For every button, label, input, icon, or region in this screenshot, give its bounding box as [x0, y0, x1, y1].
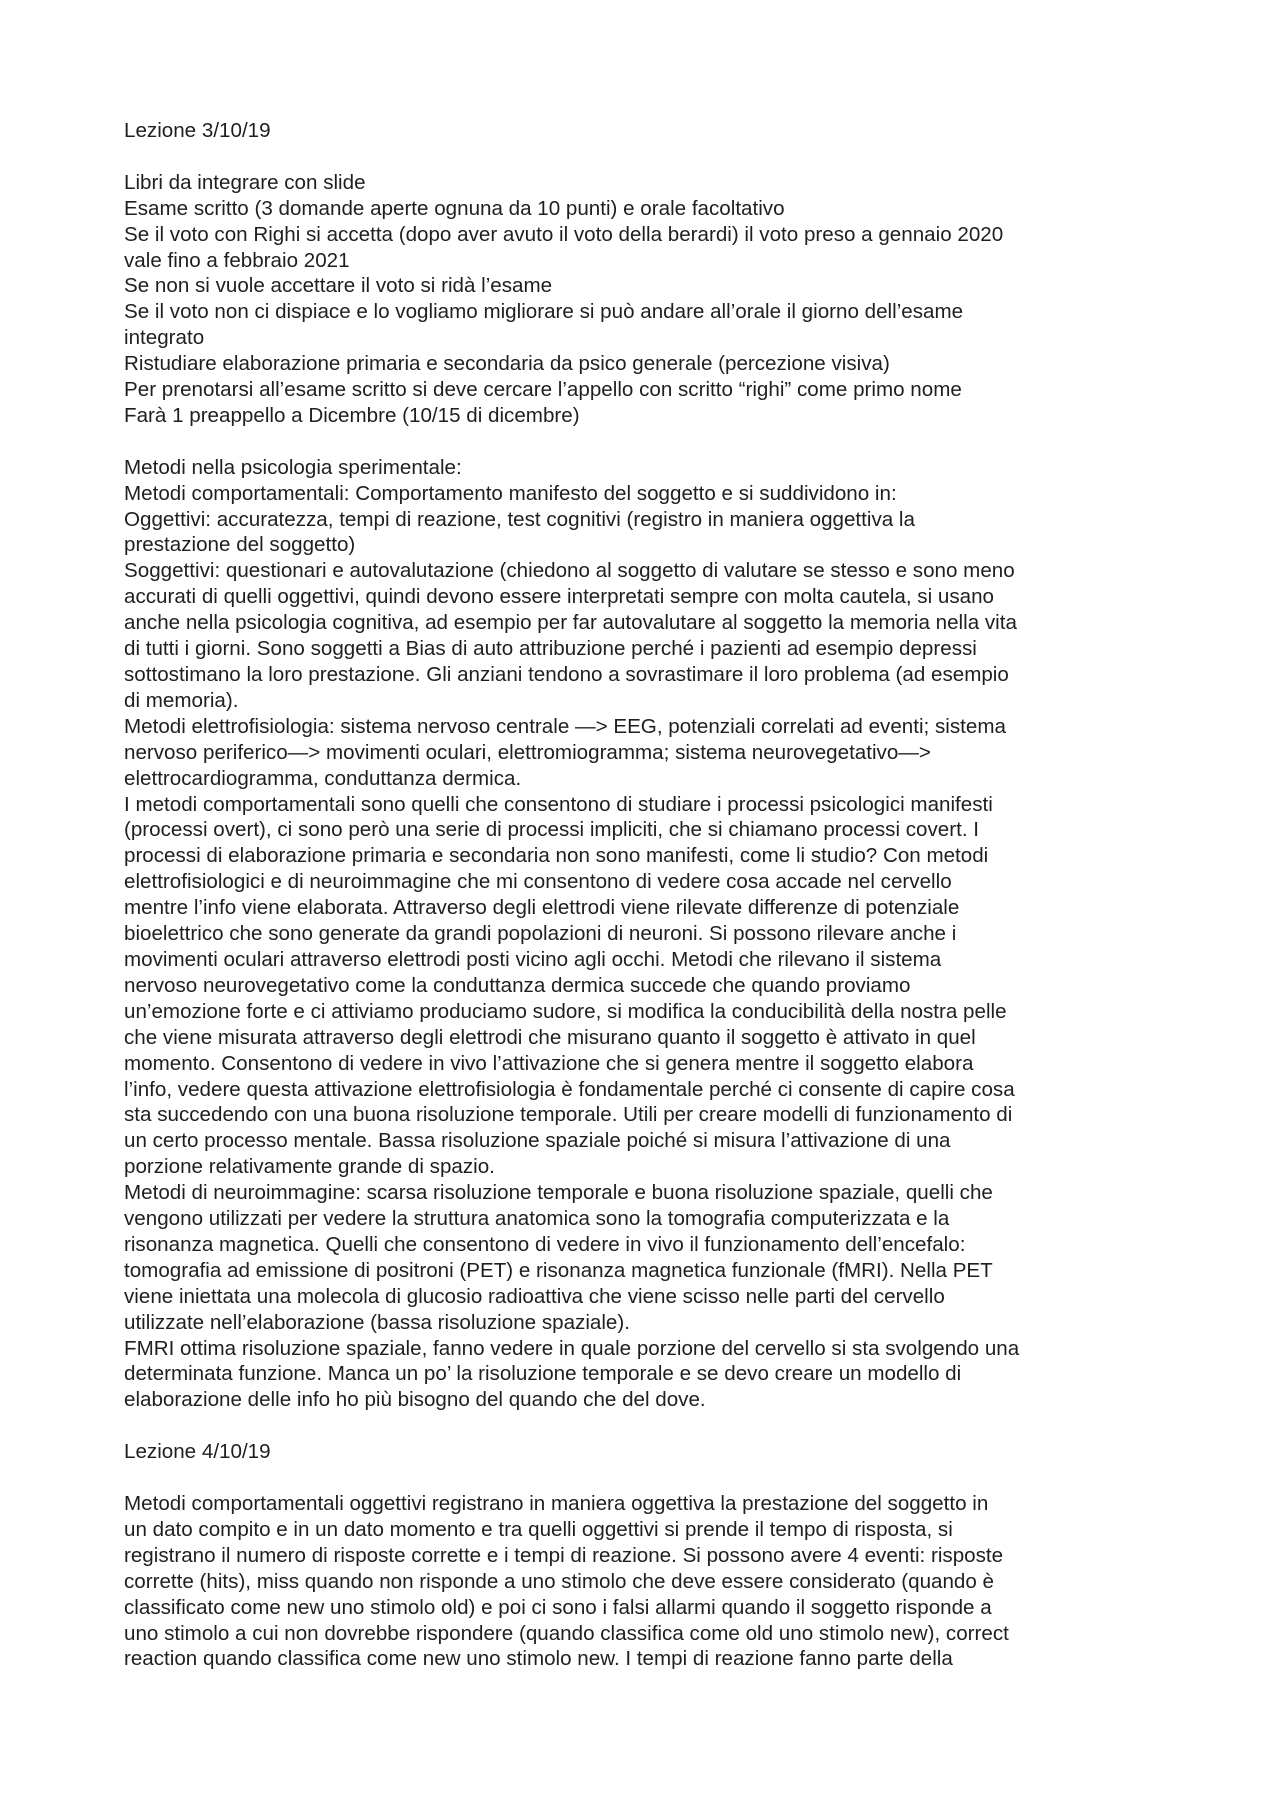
- paragraph: Farà 1 preappello a Dicembre (10/15 di dicembre): [124, 403, 580, 427]
- paragraph: Metodi elettrofisiologia: sistema nervoso centrale —> EEG, potenziali correlati ad eventi; sistema nervoso periferico—> movimenti oculari, elettromiogramma; sistema neurovegetativo—> elettrocardiogramma, conduttanza dermica.: [124, 714, 1006, 790]
- paragraph: Se non si vuole accettare il voto si ridà l’esame: [124, 274, 553, 298]
- paragraph: Metodi comportamentali oggettivi registrano in maniera oggettiva la prestazione del soggetto in un dato compito e in un dato momento e tra quelli oggettivi si prende il tempo di risposta, si registrano il numero di risposte corrette e i tempi di reazione. Si possono avere 4 eventi: risposte corrette (hits), miss quando non risponde a uno stimolo che deve essere considerato (quando è classificato come new uno stimolo old) e poi ci sono i falsi allarmi quando il soggetto risponde a uno stimolo a cui non dovrebbe rispondere (quando classifica come old uno stimolo new), correct reaction quando classifica come new uno stimolo new. I tempi di reazione fanno parte della: [124, 1491, 1009, 1671]
- paragraph: FMRI ottima risoluzione spaziale, fanno vedere in quale porzione del cervello si sta svolgendo una determinata funzione. Manca un po’ la risoluzione temporale e se devo creare un modello di elaborazione delle info ho più bisogno del quando che del dove.: [124, 1336, 1020, 1412]
- spacer: [124, 429, 1164, 455]
- spacer: [124, 1413, 1164, 1439]
- spacer: [124, 144, 1164, 170]
- paragraph: Oggettivi: accuratezza, tempi di reazione, test cognitivi (registro in maniera oggettiva la prestazione del soggetto): [124, 507, 915, 557]
- paragraph: I metodi comportamentali sono quelli che consentono di studiare i processi psicologici manifesti (processi overt), ci sono però una serie di processi impliciti, che si chiamano processi covert. I processi di elaborazione primaria e secondaria non sono manifesti, come li studio? Con metodi elettrofisiologici e di neuroimmagine che mi consentono di vedere cosa accade nel cervello mentre l’info viene elaborata. Attraverso degli elettrodi viene rilevate differenze di potenziale bioelettrico che sono generate da grandi popolazioni di neuroni. Si possono rilevare anche i movimenti oculari attraverso elettrodi posti vicino agli occhi. Metodi che rilevano il sistema nervoso neurovegetativo come la conduttanza dermica succede che quando proviamo un’emozione forte e ci attiviamo produciamo sudore, si modifica la conducibilità della nostra pelle che viene misurata attraverso degli elettrodi che misurano quanto il soggetto è attivato in quel momento. Consentono di vedere in vivo l’attivazione che si genera mentre il soggetto elabora l’info, vedere questa attivazione elettrofisiologia è fondamentale perché ci consente di capire cosa sta succedendo con una buona risoluzione temporale. Utili per creare modelli di funzionamento di un certo processo mentale. Bassa risoluzione spaziale poiché si misura l’attivazione di una porzione relativamente grande di spazio.: [124, 792, 1015, 1179]
- spacer: [124, 1465, 1164, 1491]
- lesson-heading-1: Lezione 3/10/19: [124, 119, 271, 142]
- lesson-heading-2: Lezione 4/10/19: [124, 1440, 271, 1464]
- paragraph: Esame scritto (3 domande aperte ognuna da 10 punti) e orale facoltativo: [124, 196, 785, 220]
- paragraph: Libri da integrare con slide: [124, 170, 366, 194]
- paragraph: Ristudiare elaborazione primaria e secondaria da psico generale (percezione visiva): [124, 352, 890, 376]
- paragraph: Soggettivi: questionari e autovalutazione (chiedono al soggetto di valutare se stesso e sono meno accurati di quelli oggettivi, quindi devono essere interpretati sempre con molta cautela, si usano anche nella psicologia cognitiva, ad esempio per far autovalutare al soggetto la memoria nella vita di tutti i giorni. Sono soggetti a Bias di auto attribuzione perché i pazienti ad esempio depressi sottostimano la loro prestazione. Gli anziani tendono a sovrastimare il loro problema (ad esempio di memoria).: [124, 559, 1017, 712]
- document-page: [124, 118, 1164, 1672]
- paragraph: Metodi comportamentali: Comportamento manifesto del soggetto e si suddividono in:: [124, 481, 897, 505]
- paragraph: Metodi di neuroimmagine: scarsa risoluzione temporale e buona risoluzione spaziale, quelli che vengono utilizzati per vedere la struttura anatomica sono la tomografia computerizzata e la risonanza magnetica. Quelli che consentono di vedere in vivo il funzionamento dell’encefalo: tomografia ad emissione di positroni (PET) e risonanza magnetica funzionale (fMRI). Nella PET viene iniettata una molecola di glucosio radioattiva che viene scisso nelle parti del cervello utilizzate nell’elaborazione (bassa risoluzione spaziale).: [124, 1181, 993, 1334]
- paragraph: Se il voto non ci dispiace e lo vogliamo migliorare si può andare all’orale il giorno dell’esame integrato: [124, 300, 964, 350]
- paragraph: Metodi nella psicologia sperimentale:: [124, 455, 462, 479]
- paragraph: Per prenotarsi all’esame scritto si deve cercare l’appello con scritto “righi” come primo nome: [124, 378, 962, 402]
- paragraph: Se il voto con Righi si accetta (dopo aver avuto il voto della berardi) il voto preso a gennaio 2020 vale fino a febbraio 2021: [124, 222, 1004, 272]
